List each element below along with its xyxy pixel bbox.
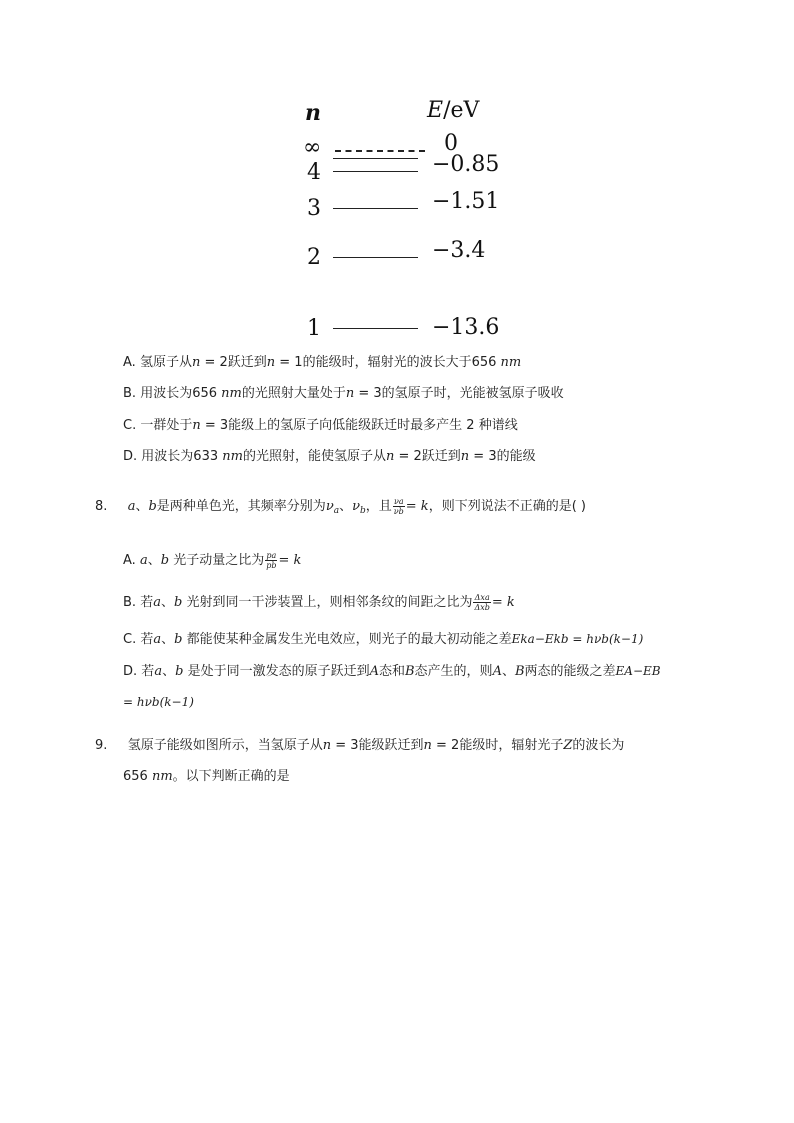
energy-symbol: E [427, 98, 444, 123]
math-var: b [175, 664, 184, 679]
q7-option-a[interactable] [123, 354, 521, 372]
level-label-1: 1 [307, 316, 321, 341]
separator: 、 [161, 632, 175, 647]
denominator: Δxb [474, 603, 490, 612]
math-expr: = k [278, 553, 302, 568]
q9-stem-line1 [95, 737, 624, 755]
stem-text: = 2能级时，辐射光子 [431, 738, 564, 753]
n-header: n [305, 100, 321, 126]
math-var: n [460, 449, 470, 464]
fraction [393, 497, 405, 516]
option-text: 是处于同一激发态的原子跃迁到 [187, 664, 370, 679]
option-text: = 3的能级 [469, 449, 536, 464]
option-text: = 3的氢原子时，光能被氢原子吸收 [354, 386, 564, 401]
level-energy-4: −0.85 [432, 152, 500, 177]
stem-text: 是两种单色光，其频率分别为 [156, 499, 326, 514]
math-var: B [514, 664, 525, 679]
level-energy-3: −1.51 [432, 189, 500, 214]
math-sub: a [333, 506, 340, 516]
numerator: Δxa [474, 593, 490, 602]
option-text: = 2跃迁到 [200, 355, 267, 370]
math-var: n [385, 449, 395, 464]
option-text: 若 [140, 595, 154, 610]
option-label: B. [123, 386, 137, 401]
math-expr: Eka−Ekb = hνb(k−1) [511, 632, 644, 646]
level-energy-1: −13.6 [432, 315, 500, 340]
math-var: ν [352, 499, 361, 514]
numerator: νa [393, 497, 404, 506]
level-energy-2: −3.4 [432, 238, 486, 263]
q8-option-d[interactable] [123, 662, 661, 681]
numerator: pa [266, 551, 277, 560]
level-line-inf [335, 150, 425, 152]
level-line-3 [333, 208, 418, 209]
math-var: a [153, 595, 161, 610]
option-text: 用波长为633 [141, 449, 223, 464]
math-expr: EA−EB [615, 664, 661, 678]
level-label-2: 2 [307, 245, 321, 270]
option-text: 氢原子从 [139, 355, 192, 370]
math-var: b [174, 595, 183, 610]
energy-header: E/eV [427, 98, 480, 123]
math-unit: nm [221, 386, 242, 401]
option-text: 都能使某种金属发生光电效应，则光子的最大初动能之差 [186, 632, 512, 647]
q7-option-d[interactable] [123, 448, 536, 466]
denominator: νb [393, 507, 404, 516]
separator: 、 [339, 499, 353, 514]
option-text: 光射到同一干涉装置上，则相邻条纹的间距之比为 [186, 595, 473, 610]
math-unit: nm [151, 769, 173, 784]
math-unit: nm [222, 449, 243, 464]
math-var: A [492, 664, 502, 679]
math-var: a [139, 553, 148, 568]
level-line-4 [333, 171, 418, 172]
option-label: A. [123, 553, 136, 568]
level-energy-inf: 0 [444, 131, 458, 156]
fraction [473, 593, 490, 612]
option-text: 态产生的，则 [414, 664, 493, 679]
option-text: 若 [141, 664, 155, 679]
level-line-5 [333, 158, 418, 159]
math-var: a [127, 499, 136, 514]
separator: 、 [162, 664, 176, 679]
option-label: C. [123, 418, 137, 433]
q7-option-b[interactable] [123, 385, 564, 403]
level-line-2 [333, 257, 418, 258]
math-var: b [174, 632, 183, 647]
math-unit: nm [500, 355, 522, 370]
math-var: b [148, 499, 157, 514]
separator: 、 [160, 595, 174, 610]
q8-option-a[interactable] [123, 551, 301, 570]
option-label: B. [123, 595, 137, 610]
option-text: = 2跃迁到 [394, 449, 461, 464]
level-label-inf: ∞ [303, 135, 322, 160]
stem-text: ，且 [365, 499, 392, 514]
math-var: A [369, 664, 379, 679]
math-var: n [423, 738, 432, 753]
option-text: 若 [140, 632, 154, 647]
option-text: 的光照射，能使氢原子从 [242, 449, 386, 464]
stem-text: 的波长为 [572, 738, 625, 753]
level-label-4: 4 [307, 160, 321, 185]
level-label-3: 3 [307, 196, 321, 221]
option-label: D. [123, 664, 138, 679]
q8-stem [95, 497, 586, 520]
math-var: Z [563, 738, 573, 753]
option-label: D. [123, 449, 138, 464]
math-expr: = hνb(k−1) [123, 695, 194, 709]
q7-option-c[interactable] [123, 417, 518, 435]
q8-option-c[interactable] [123, 630, 643, 649]
stem-text: 。以下判断正确的是 [172, 769, 290, 784]
question-number: 9. [95, 738, 108, 753]
math-var: ν [325, 499, 334, 514]
stem-text: 656 [123, 769, 152, 784]
q9-stem-line2 [123, 768, 290, 786]
q8-option-d-continued [123, 693, 194, 712]
stem-text: = 3能级跃迁到 [331, 738, 424, 753]
separator: 、 [147, 553, 161, 568]
math-var: a [154, 664, 163, 679]
math-var: B [404, 664, 415, 679]
option-text: 态和 [378, 664, 405, 679]
math-var: b [160, 553, 170, 568]
option-text: 一群处于 [140, 418, 193, 433]
math-var: n [322, 738, 332, 753]
math-expr: = k [405, 499, 429, 514]
option-label: C. [123, 632, 137, 647]
math-expr: = k [491, 595, 515, 610]
option-text: = 3能级上的氢原子向低能级跃迁时最多产生 2 种谱线 [200, 418, 518, 433]
option-label: A. [123, 355, 136, 370]
option-text: 两态的能级之差 [524, 664, 616, 679]
math-var: n [345, 386, 355, 401]
level-line-1 [333, 328, 418, 329]
question-number: 8. [95, 499, 108, 514]
option-text: 光子动量之比为 [173, 553, 265, 568]
separator: 、 [135, 499, 149, 514]
option-text: = 1的能级时，辐射光的波长大于656 [275, 355, 501, 370]
math-var: n [192, 418, 201, 433]
q8-option-b[interactable] [123, 593, 515, 612]
stem-text: 氢原子能级如图所示，当氢原子从 [127, 738, 323, 753]
math-var: a [153, 632, 162, 647]
math-sub: b [360, 506, 366, 516]
math-var: n [266, 355, 276, 370]
option-text: 的光照射大量处于 [241, 386, 346, 401]
fraction [265, 551, 277, 570]
option-text: 用波长为656 [140, 386, 222, 401]
math-var: n [191, 355, 201, 370]
stem-text: ，则下列说法不正确的是( ) [428, 499, 586, 514]
denominator: pb [266, 561, 277, 570]
separator: 、 [501, 664, 515, 679]
